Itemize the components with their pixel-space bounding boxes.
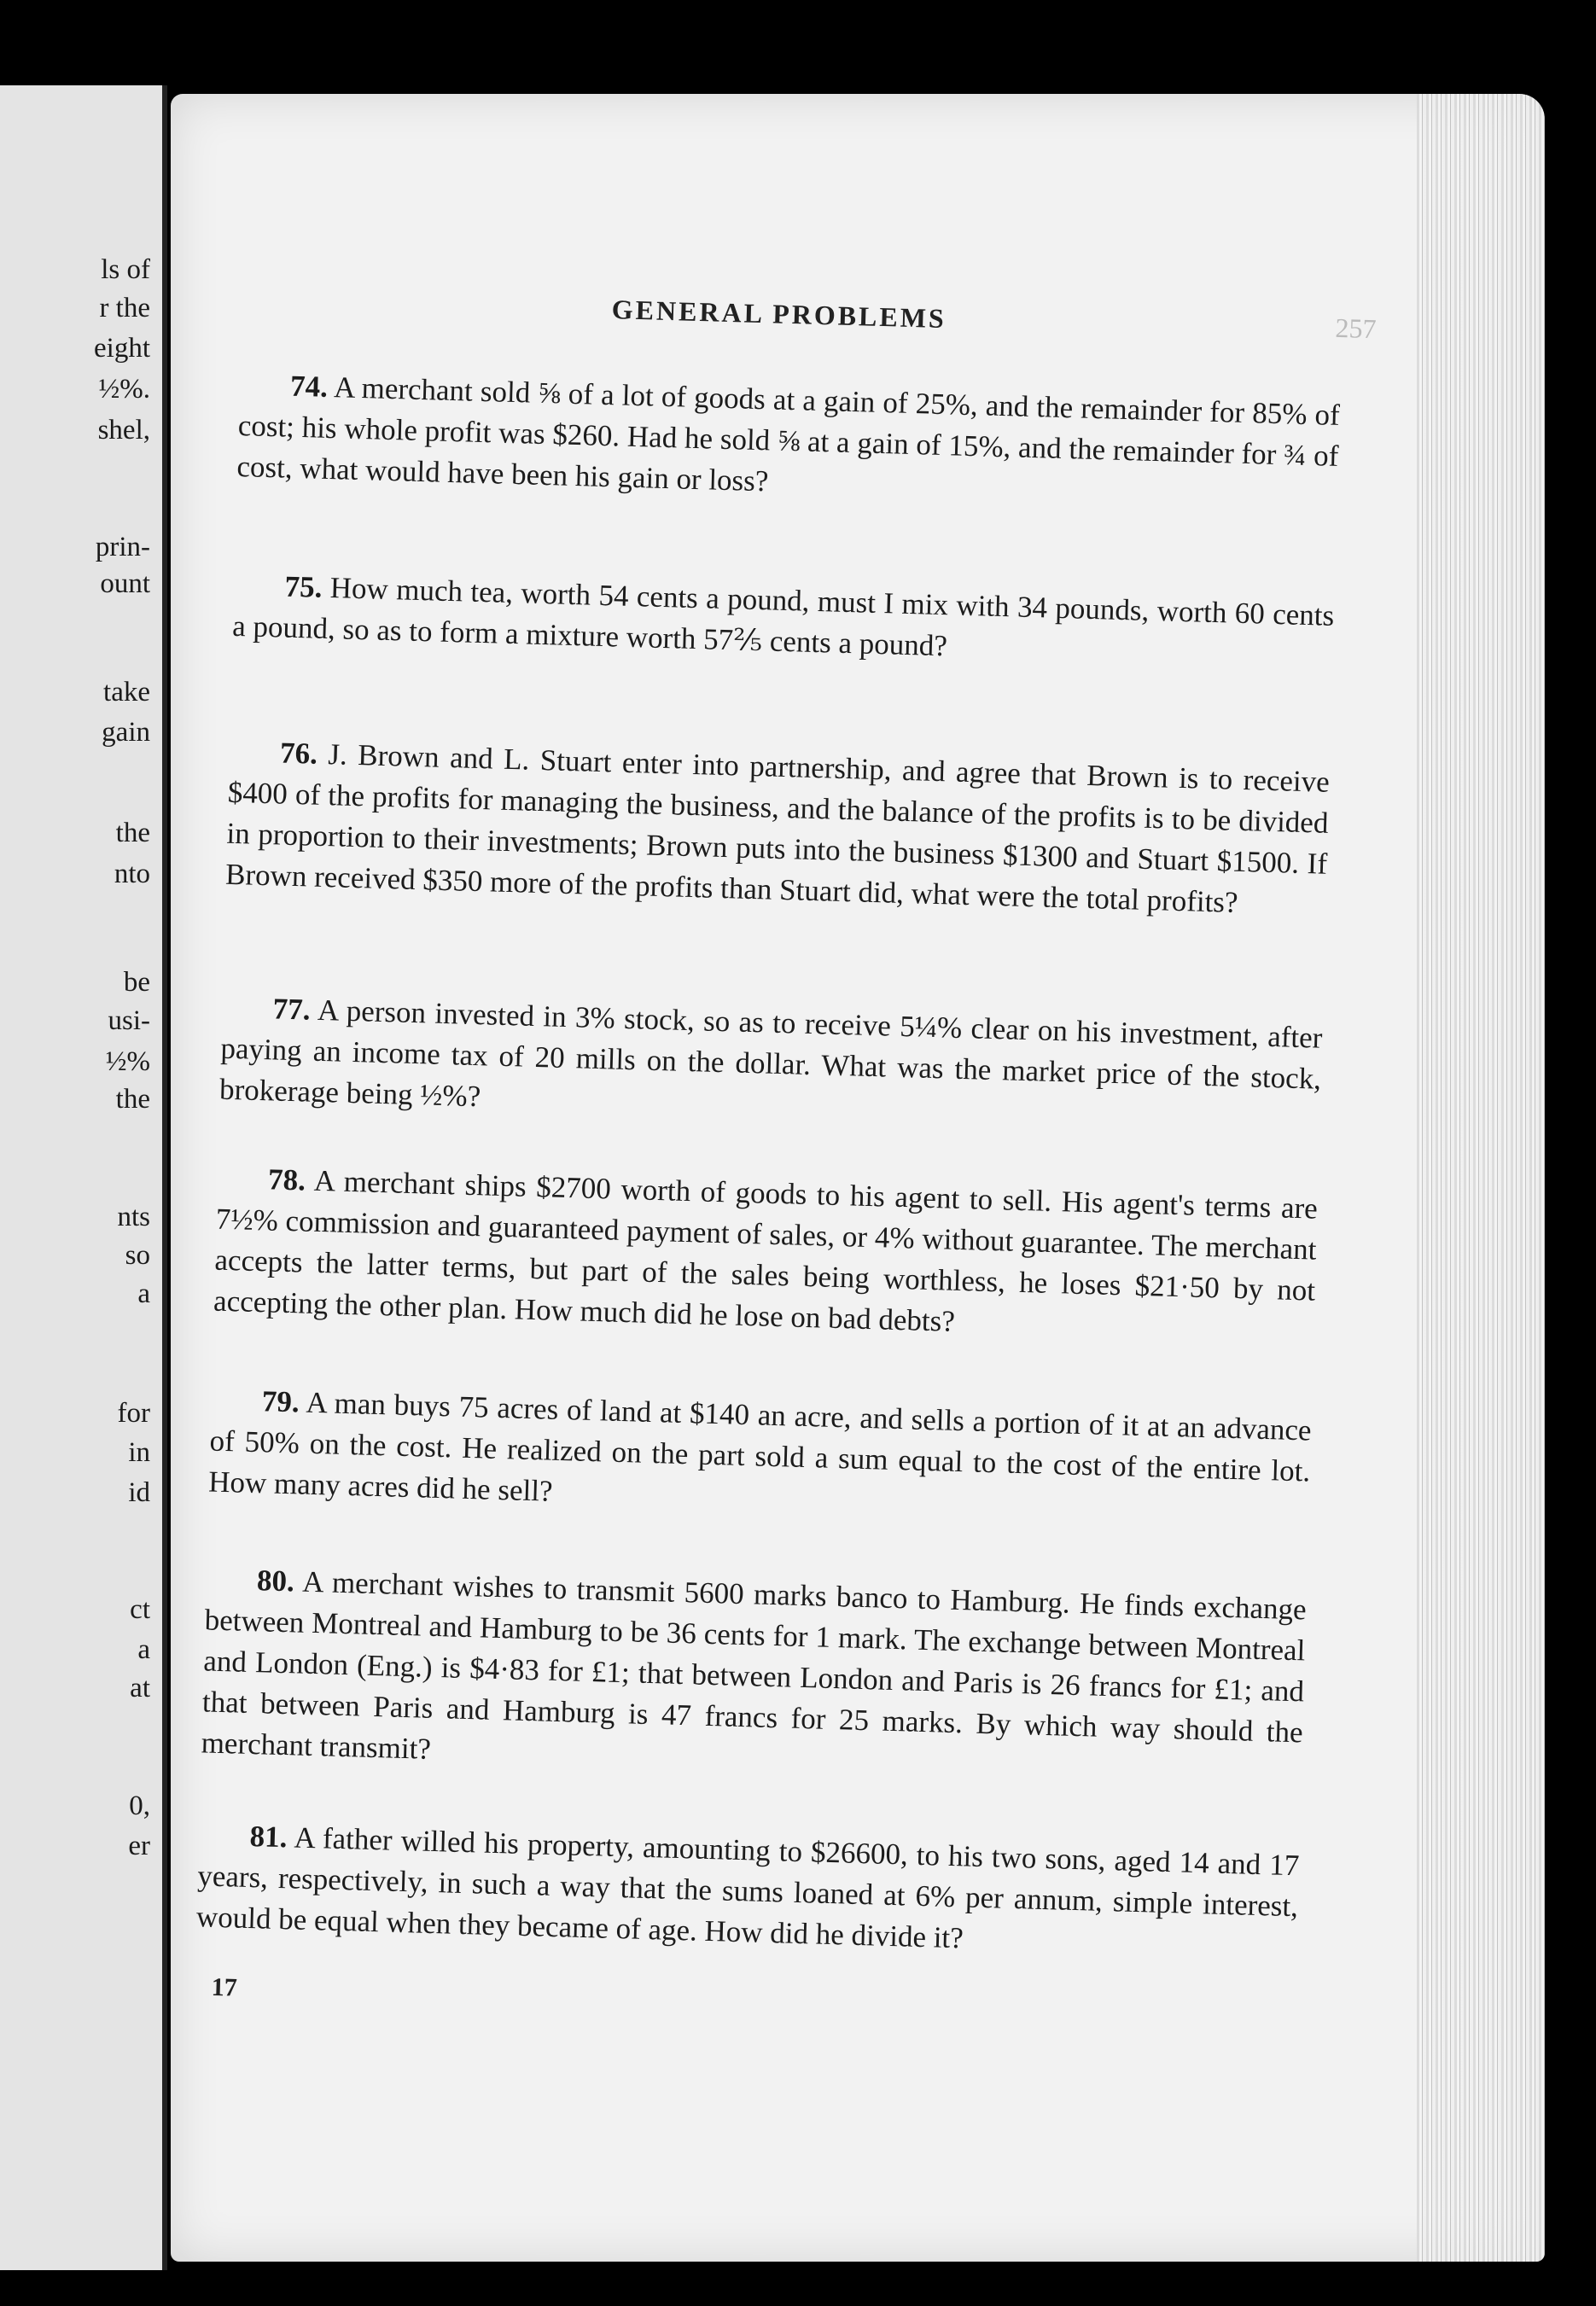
left-page-text-fragment: prin-: [95, 532, 150, 562]
problem-text: A man buys 75 acres of land at $140 an acre, and sells a portion of it at an advance of 50% on the cost. He realized on the part sold a sum equal to the cost of the entire lot. How many acres did he sell?: [207, 1385, 1313, 1508]
left-page-text-fragment: in: [128, 1437, 150, 1468]
left-page-text-fragment: a: [137, 1634, 150, 1665]
left-page-text-fragment: usi-: [108, 1005, 150, 1036]
facing-left-page: [0, 85, 167, 2270]
left-page-text-fragment: take: [103, 677, 150, 708]
left-page-text-fragment: eight: [94, 333, 150, 364]
page-edge-stack: [1417, 94, 1545, 2262]
problem-text: J. Brown and L. Stuart enter into partnership, and agree that Brown is to receive $400 of the profits for managing the business, and the balance of the profits is to be divided in proportion to their investments; Brown puts into the business $1300 and Stuart $1500. If Brown received $350 more of the profits than Stuart did, what were the total profits?: [224, 737, 1331, 919]
left-page-text-fragment: r the: [99, 293, 150, 323]
left-page-text-fragment: id: [128, 1477, 150, 1508]
problem-77: [218, 987, 1323, 1141]
left-page-text-fragment: for: [117, 1398, 150, 1429]
left-page-text-fragment: at: [130, 1673, 150, 1703]
problem-number: 74.: [289, 369, 329, 404]
problem-number: 81.: [249, 1820, 288, 1855]
left-page-text-fragment: the: [115, 1084, 150, 1115]
problem-number: 76.: [279, 736, 318, 771]
problem-number: 79.: [261, 1384, 300, 1419]
problem-number: 75.: [284, 569, 323, 604]
problem-text: How much tea, worth 54 cents a pound, must I mix with 34 pounds, worth 60 cents a pound, so as to form a mixture worth 57⅖ cents a pound?: [231, 571, 1335, 663]
left-page-text-fragment: ls of: [101, 254, 150, 285]
signature-mark: 17: [211, 1972, 238, 2002]
left-page-text-fragment: gain: [102, 717, 150, 748]
problem-79: [208, 1380, 1313, 1534]
problem-76: [225, 731, 1331, 926]
problem-text: A merchant ships $2700 worth of goods to his agent to sell. His agent's terms are 7½% commission and guaranteed payment of sales, or 4% without guarantee. The merchant accepts the latter terms, but part of the sales being worthless, he loses $21·50 by not accepting the other plan. How much did he lose on bad debts?: [213, 1163, 1319, 1338]
left-page-text-fragment: ½%: [105, 1046, 150, 1077]
problem-75: [232, 565, 1335, 678]
left-page-text-fragment: nts: [117, 1202, 150, 1232]
running-head: GENERAL PROBLEMS: [611, 294, 947, 335]
problem-80: [201, 1558, 1307, 1794]
problem-number: 80.: [256, 1564, 295, 1598]
page-number: 257: [1335, 312, 1378, 345]
problem-text: A merchant sold ⅝ of a lot of goods at a gain of 25%, and the remainder for 85% of cost; his whole profit was $260. Had he sold ⅝ at a gain of 15%, and the remainder for ¾ of cost, what would have been his gain or loss?: [236, 370, 1341, 498]
problem-78: [213, 1158, 1319, 1353]
problem-81: [195, 1814, 1300, 1968]
left-page-text-fragment: the: [115, 818, 150, 848]
left-page-text-fragment: be: [123, 967, 150, 998]
page-content: [171, 94, 1417, 2262]
left-page-text-fragment: nto: [114, 859, 150, 889]
book-page: [171, 94, 1545, 2262]
left-page-text-fragment: so: [125, 1240, 150, 1271]
problem-text: A person invested in 3% stock, so as to receive 5¼% clear on his investment, after paying an income tax of 20 mills on the dollar. What was the market price of the stock, brokerage being ½%?: [218, 993, 1323, 1114]
problem-number: 77.: [272, 992, 312, 1027]
problem-74: [236, 364, 1341, 518]
left-page-text-fragment: ½%.: [98, 374, 150, 405]
left-page-text-fragment: ct: [130, 1594, 150, 1625]
problem-text: A father willed his property, amounting to $26600, to his two sons, aged 14 and 17 years, respectively, in such a way that the sums loaned at 6% per annum, simple interest, would be equal when they became of age. How did he divide it?: [195, 1820, 1300, 1955]
problem-number: 78.: [267, 1162, 306, 1197]
left-page-text-fragment: 0,: [129, 1791, 150, 1821]
left-page-text-fragment: er: [128, 1831, 150, 1861]
left-page-text-fragment: shel,: [97, 415, 150, 445]
problem-text: A merchant wishes to transmit 5600 marks banco to Hamburg. He finds exchange between Montreal and Hamburg to be 36 cents for 1 mark. The exchange between Montreal and London (Eng.) is $4·83 for £1; that between London and Paris is 26 francs for £1; and that between Paris and Hamburg is 47 francs for 25 marks. By which way should the merchant transmit?: [201, 1564, 1308, 1766]
left-page-text-fragment: ount: [100, 568, 150, 599]
left-page-text-fragment: a: [137, 1278, 150, 1309]
